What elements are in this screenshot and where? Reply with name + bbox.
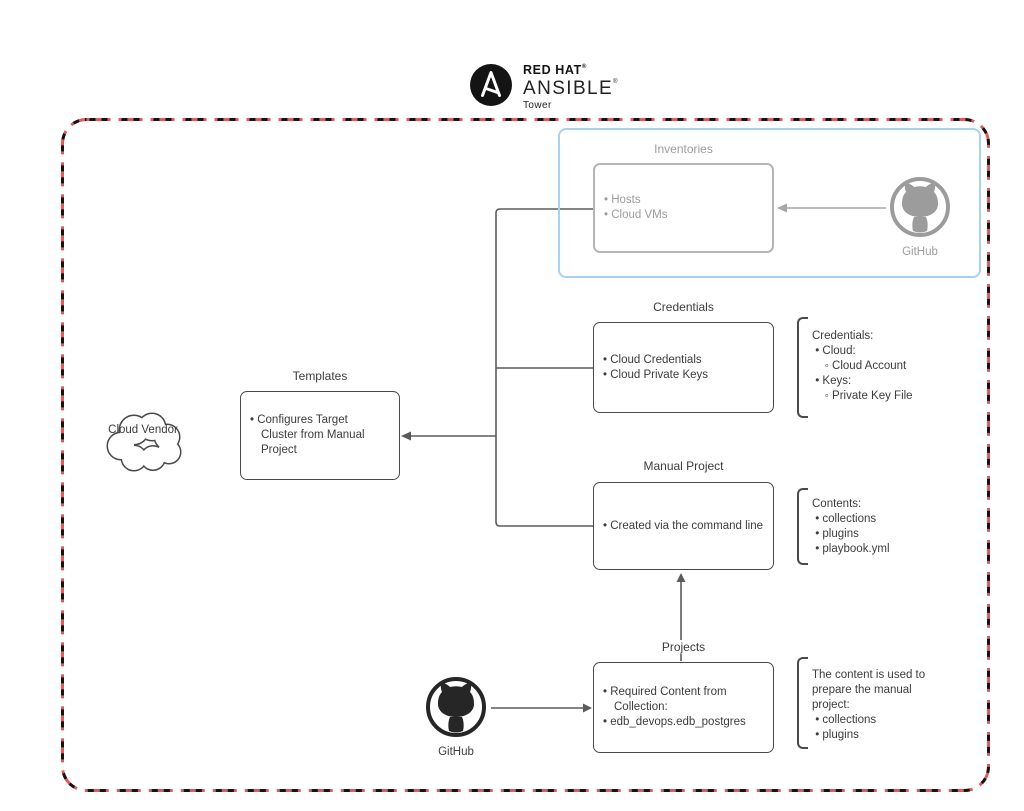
list-item: • plugins	[812, 528, 859, 540]
templates-title: Templates	[240, 369, 400, 383]
brand-ansible: ANSIBLE®	[523, 77, 619, 99]
brand-red-hat: RED HAT®	[523, 63, 587, 77]
inventories-title: Inventories	[593, 142, 774, 156]
projects-note	[812, 668, 925, 743]
cloud-shape	[108, 414, 180, 470]
brand-tower: Tower	[523, 99, 552, 111]
connector-github-to-projects	[491, 704, 592, 713]
github-icon	[428, 679, 484, 735]
list-item: ◦ Cloud Account	[812, 360, 907, 372]
list-item: • Hosts	[604, 194, 641, 206]
list-item: • Created via the command line	[603, 519, 763, 532]
list-item: • edb_devops.edb_postgres	[603, 716, 746, 728]
projects-note-bracket	[797, 657, 808, 749]
list-item: • playbook.yml	[812, 543, 890, 555]
registered-mark: ®	[581, 64, 587, 70]
manual-project-note-bracket	[797, 488, 808, 565]
list-item: • Required Content from Collection:	[603, 686, 727, 713]
manual-project-box	[593, 482, 774, 570]
list-item: • Cloud Private Keys	[603, 368, 709, 381]
inventories-box	[593, 163, 774, 253]
brand-wordmark	[523, 64, 619, 111]
projects-box	[593, 662, 774, 753]
cloud-vendor-label: Cloud Vendor	[108, 424, 178, 436]
manual-project-note	[812, 497, 890, 557]
registered-mark: ®	[613, 78, 619, 85]
list-item: • collections	[812, 714, 877, 726]
list-item: • Cloud VMs	[604, 209, 668, 221]
list-item: The content is used to	[812, 669, 926, 681]
arrowhead-to-templates	[401, 432, 411, 441]
list-item: prepare the manual	[812, 684, 912, 696]
manual-project-title: Manual Project	[593, 459, 774, 473]
projects-title: Projects	[593, 640, 774, 654]
list-item: ◦ Private Key File	[812, 390, 913, 402]
list-item: • collections	[812, 513, 877, 525]
list-item: • Keys:	[812, 375, 852, 387]
inventories-github-label: GitHub	[902, 246, 938, 258]
ansible-logo-icon	[470, 64, 512, 106]
list-item: • Configures Target Cluster from Manual Project	[250, 414, 365, 456]
projects-github-label: GitHub	[438, 746, 474, 758]
list-item: Credentials:	[812, 330, 874, 342]
credentials-note-bracket	[797, 317, 808, 418]
credentials-note	[812, 329, 913, 404]
list-item: • Cloud:	[812, 345, 856, 357]
list-item: • plugins	[812, 729, 859, 741]
credentials-box	[593, 322, 774, 413]
list-item: project:	[812, 699, 850, 711]
list-item: Contents:	[812, 498, 862, 510]
templates-box	[240, 391, 400, 480]
credentials-title: Credentials	[593, 300, 774, 314]
list-item: • Cloud Credentials	[603, 353, 702, 366]
